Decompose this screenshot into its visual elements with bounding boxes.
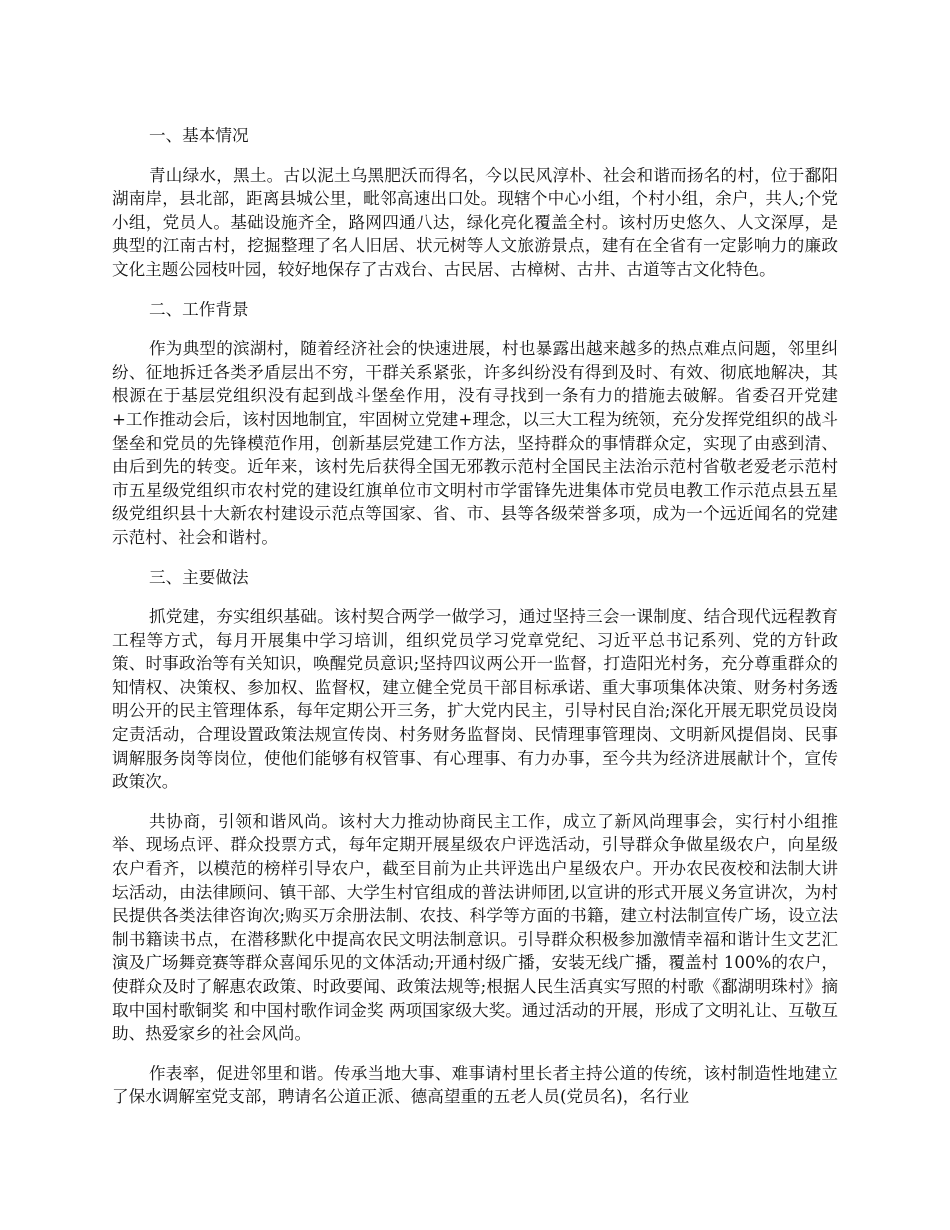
section-heading-main-practices: 三、主要做法	[149, 567, 249, 587]
paragraph-background: 作为典型的滨湖村，随着经济社会的快速进展，村也暴露出越来越多的热点难点问题，邻里纠纷、征地拆迁各类矛盾层出不穷，干群关系紧张，许多纠纷没有得到及时、有效、彻底地解决，其根源在于基层党组织没有起到战斗堡垒作用，没有寻找到一条有力的措施去破解。省委召开党建+工作推动会后，该村因地制宜，牢固树立党建+理念，以三大工程为统领，充分发挥党组织的战斗堡垒和党员的先锋模范作用，创新基层党建工作方法，坚持群众的事情群众定，实现了由惑到清、由后到先的转变。近年来，该村先后获得全国无邪教示范村全国民主法治示范村省敬老爱老示范村市五星级党组织市农村党的建设红旗单位市文明村市学雷锋先进集体市党员电教工作示范点县五星级党组织县十大新农村建设示范点等国家、省、市、县等各级荣誉多项，成为一个远近闻名的党建示范村、社会和谐村。	[112, 339, 838, 547]
paragraph-consultation: 共协商，引领和谐风尚。该村大力推动协商民主工作，成立了新风尚理事会，实行村小组推举、现场点评、群众投票方式，每年定期开展星级农户评选活动，引导群众争做星级农户，向星级农户看齐，以模范的榜样引导农户，截至目前为止共评选出户星级农户。开办农民夜校和法制大讲坛活动，由法律顾问、镇干部、大学生村官组成的普法讲师团,以宣讲的形式开展义务宣讲次，为村民提供各类法律咨询次;购买万余册法制、农技、科学等方面的书籍，建立村法制宣传广场，设立法制书籍读书点，在潜移默化中提高农民文明法制意识。引导群众积极参加激情幸福和谐计生文艺汇演及广场舞竞赛等群众喜闻乐见的文体活动;开通村级广播，安装无线广播，覆盖村 100%的农户，使群众及时了解惠农政策、时政要闻、政策法规等;根据人民生活真实写照的村歌《鄱湖明珠村》摘取中国村歌铜奖 和中国村歌作词金奖 两项国家级大奖。通过活动的开展，形成了文明礼让、互敬互助、热爱家乡的社会风尚。	[112, 811, 838, 1044]
paragraph-party-building: 抓党建，夯实组织基础。该村契合两学一做学习，通过坚持三会一课制度、结合现代远程教育工程等方式，每月开展集中学习培训，组织党员学习党章党纪、习近平总书记系列、党的方针政策、时事政治等有关知识，唤醒党员意识;坚持四议两公开一监督，打造阳光村务，充分尊重群众的知情权、决策权、参加权、监督权，建立健全党员干部目标承诺、重大事项集体决策、财务村务透明公开的民主管理体系，每年定期公开三务，扩大党内民主，引导村民自治;深化开展无职党员设岗定责活动，合理设置政策法规宣传岗、村务财务监督岗、民情理事管理岗、文明新风提倡岗、民事调解服务岗等岗位，使他们能够有权管事、有心理事、有力办事，至今共为经济进展献计个，宣传政策次。	[112, 607, 838, 792]
section-heading-basic-info: 一、基本情况	[149, 126, 249, 145]
section-heading-background: 二、工作背景	[149, 299, 249, 319]
paragraph-basic-info: 青山绿水，黑土。古以泥土乌黑肥沃而得名，今以民风淳朴、社会和谐而扬名的村，位于鄱阳湖南岸，县北部，距离县城公里，毗邻高速出口处。现辖个中心小组，个村小组，余户，共人;个党小组，党员人。基础设施齐全，路网四通八达，绿化亮化覆盖全村。该村历史悠久、人文深厚，是典型的江南古村，挖掘整理了名人旧居、状元树等人文旅游景点，建有在全省有一定影响力的廉政文化主题公园枝叶园，较好地保存了古戏台、古民居、古樟树、古井、古道等古文化特色。	[112, 165, 838, 279]
paragraph-role-model: 作表率，促进邻里和谐。传承当地大事、难事请村里长者主持公道的传统，该村制造性地建立了保水调解室党支部，聘请名公道正派、德高望重的五老人员(党员名)，名行业	[112, 1063, 838, 1107]
document-body	[112, 112, 838, 1125]
